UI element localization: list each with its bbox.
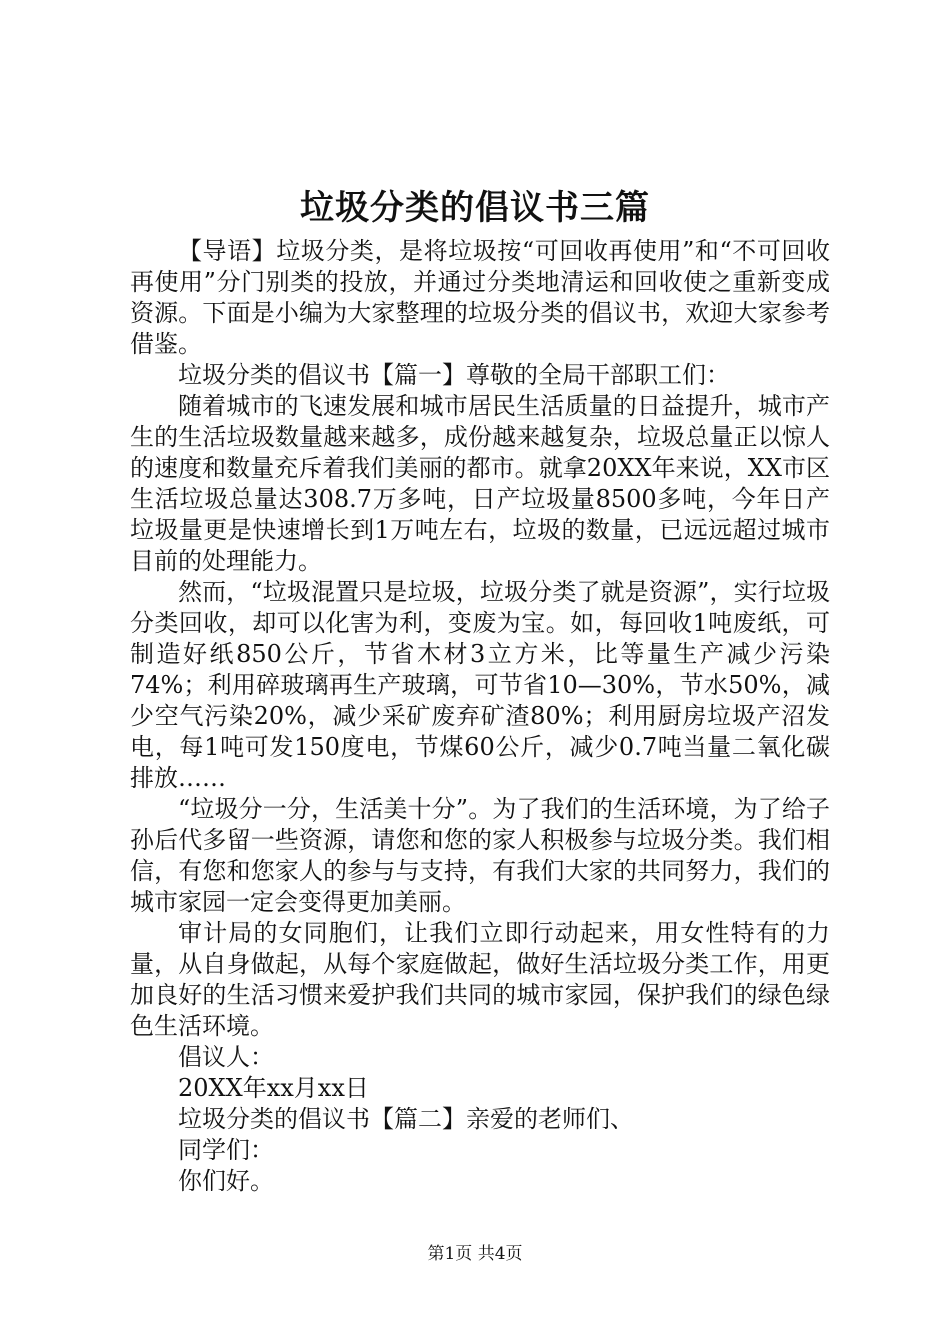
greeting-line: 你们好。 — [178, 1167, 274, 1195]
body-paragraph: 随着城市的飞速发展和城市居民生活质量的日益提升，城市产生的生活垃圾数量越来越多，成份越来越复杂，垃圾总量正以惊人的速度和数量充斥着我们美丽的都市。就拿20XX年来说，XX市区生活垃圾总量达308.7万多吨，日产垃圾量8500多吨，今年日产垃圾量更是快速增长到1万吨左右，垃圾的数量，已远远超过城市目前的处理能力。 — [130, 392, 830, 575]
body-paragraph: 审计局的女同胞们，让我们立即行动起来，用女性特有的力量，从自身做起，从每个家庭做起，做好生活垃圾分类工作，用更加良好的生活习惯来爱护我们共同的城市家园，保护我们的绿色绿色生活环境。 — [130, 919, 830, 1040]
body-paragraph: “垃圾分一分，生活美十分”。为了我们的生活环境，为了给子孙后代多留一些资源，请您和您的家人积极参与垃圾分类。我们相信，有您和您家人的参与与支持，有我们大家的共同努力，我们的城市家园一定会变得更加美丽。 — [130, 795, 830, 916]
body-paragraph: 然而，“垃圾混置只是垃圾，垃圾分类了就是资源”，实行垃圾分类回收，却可以化害为利，变废为宝。如，每回收1吨废纸，可制造好纸850公斤，节省木材3立方米，比等量生产减少污染74%；利用碎玻璃再生产玻璃，可节省10—30%，节水50%，减少空气污染20%，减少采矿废弃矿渣80%；利用厨房垃圾产沼发电，每1吨可发150度电，节煤60公斤，减少0.7吨当量二氧化碳排放…… — [130, 578, 830, 792]
document-title: 垃圾分类的倡议书三篇 — [300, 188, 650, 228]
document-body — [130, 236, 830, 1197]
page-footer: 第1页 共4页 — [427, 1244, 523, 1264]
salutation-line: 同学们： — [178, 1136, 274, 1164]
intro-paragraph: 【导语】垃圾分类，是将垃圾按“可回收再使用”和“不可回收再使用”分门别类的投放，并通过分类地清运和回收使之重新变成资源。下面是小编为大家整理的垃圾分类的倡议书，欢迎大家参考借鉴。 — [130, 237, 830, 358]
section-two-heading: 垃圾分类的倡议书【篇二】亲爱的老师们、 — [178, 1105, 634, 1133]
date-line: 20XX年xx月xx日 — [178, 1074, 369, 1102]
section-one-heading: 垃圾分类的倡议书【篇一】尊敬的全局干部职工们： — [178, 361, 730, 389]
signature-label: 倡议人： — [178, 1043, 274, 1071]
